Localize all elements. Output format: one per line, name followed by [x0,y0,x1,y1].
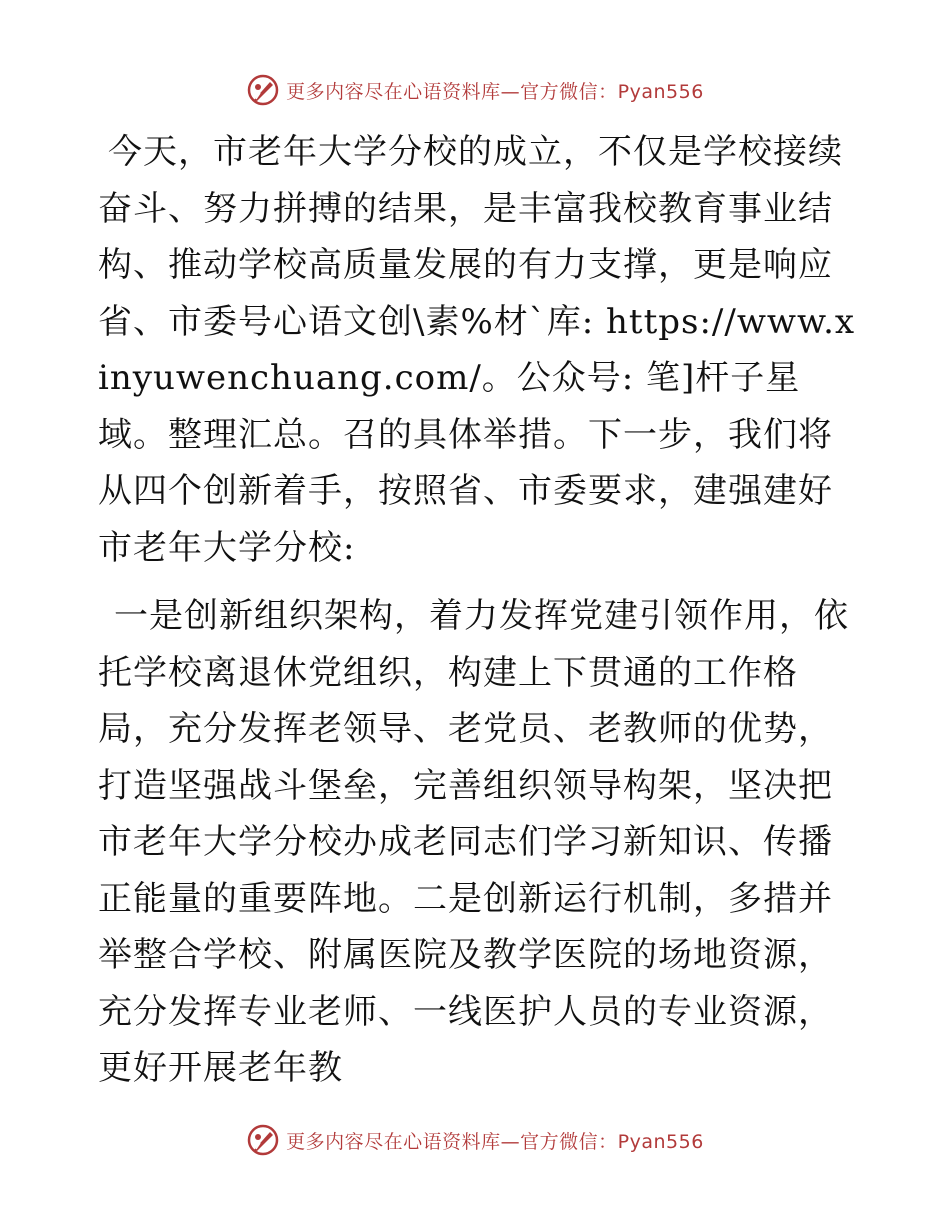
footer-banner [0,1120,950,1160]
header-banner [0,70,950,110]
quill-logo-icon [246,1123,280,1157]
footer-banner-inner [246,1123,704,1157]
paragraph-1: 今天，市老年大学分校的成立，不仅是学校接续奋斗、努力拼搏的结果，是丰富我校教育事业结构、推动学校高质量发展的有力支撑，更是响应省、市委号心语文创\素%材`库: https://www.xinyuwenchuang.com/。公众号: 笔]杆子星域。整理汇总。召的具体举措。下一步，我们将从四个创新着手，按照省、市委要求，建强建好市老年大学分校: [98,132,856,568]
header-banner-inner [246,73,704,107]
header-banner-text: 更多内容尽在心语资料库—官方微信：Pyan556 [286,80,704,103]
footer-banner-text: 更多内容尽在心语资料库—官方微信：Pyan556 [286,1130,704,1153]
paragraph-2: 一是创新组织架构，着力发挥党建引领作用，依托学校离退休党组织，构建上下贯通的工作格局，充分发挥老领导、老党员、老教师的优势，打造坚强战斗堡垒，完善组织领导构架，坚决把市老年大学分校办成老同志们学习新知识、传播正能量的重要阵地。二是创新运行机制，多措并举整合学校、附属医院及教学医院的场地资源，充分发挥专业老师、一线医护人员的专业资源，更好开展老年教 [98,596,849,1088]
quill-logo-icon [246,73,280,107]
document-body [98,124,858,1097]
